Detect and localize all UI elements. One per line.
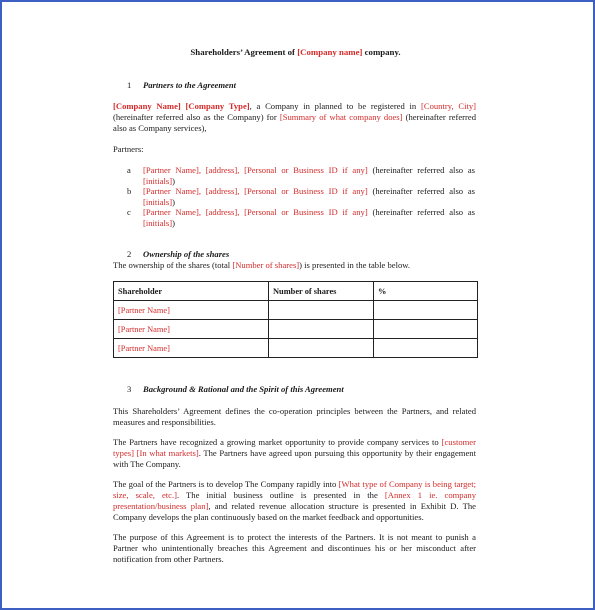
partner-text xyxy=(143,207,475,229)
placeholder-text: [Partner Name], [address], [Personal or Business ID if any] xyxy=(143,186,368,196)
table-cell-shares xyxy=(269,320,374,339)
placeholder-text: [Partner Name], [address], [Personal or Business ID if any] xyxy=(143,207,368,217)
partner-text xyxy=(143,186,475,208)
placeholder-text: [customer types] [In what markets] xyxy=(113,437,476,458)
placeholder-text: [What type of Company is being target; size, scale, etc.] xyxy=(113,479,477,500)
body-text: . The initial business outline is presented in the xyxy=(177,490,385,500)
placeholder-text: [Country, City] xyxy=(420,101,477,111)
table-row xyxy=(114,320,478,339)
placeholder-text: [Summary of what company does] xyxy=(279,112,403,122)
table-cell-percent xyxy=(374,320,478,339)
table-header-shareholder: Shareholder xyxy=(114,282,269,301)
placeholder-text: [Annex 1 ie. company presentation/business plan] xyxy=(113,490,477,511)
partners-label: Partners: xyxy=(113,144,144,154)
table-row xyxy=(114,301,478,320)
list-label: c xyxy=(127,207,131,217)
table-cell-shareholder: [Partner Name] xyxy=(114,339,269,358)
placeholder-text: [initials] xyxy=(143,197,173,207)
table-cell-percent xyxy=(374,339,478,358)
body-text: ) xyxy=(172,197,175,207)
partner-text xyxy=(143,165,475,187)
section-3-paragraph-3 xyxy=(113,479,476,523)
section-1-heading: 1 Partners to the Agreement xyxy=(127,80,237,90)
body-text: (hereinafter referred also as the Company) for xyxy=(113,112,280,122)
placeholder-text: [initials] xyxy=(143,218,173,228)
body-text: The ownership of the shares (total xyxy=(113,260,233,270)
body-text: , a Company in planned to be registered in xyxy=(249,101,421,111)
body-text: This Shareholders’ Agreement defines the co-operation principles between the Partners, and related measures and responsibilities. xyxy=(113,406,476,427)
shares-table xyxy=(113,281,478,358)
body-text: (hereinafter referred also as xyxy=(367,207,476,217)
partner-item-c xyxy=(127,207,477,229)
company-name-placeholder: [Company name] xyxy=(297,47,363,57)
placeholder-text: [Partner Name], [address], [Personal or Business ID if any] xyxy=(143,165,368,175)
body-text: (hereinafter referred also as Company services), xyxy=(113,112,477,133)
section-3-paragraph-1 xyxy=(113,406,476,428)
section-2-heading: 2 Ownership of the shares xyxy=(127,249,230,259)
list-label: b xyxy=(127,186,132,196)
section-1-intro xyxy=(113,101,476,134)
body-text: The purpose of this Agreement is to protect the interests of the Partners. It is not meant to punish a Partner who unintentionally breaches this Agreement and discontinues his or her misconduct after notification from other Partners. xyxy=(113,532,476,564)
body-text: The goal of the Partners is to develop The Company rapidly into xyxy=(113,479,339,489)
table-cell-shareholder: [Partner Name] xyxy=(114,320,269,339)
body-text: . The Partners have agreed upon pursuing this opportunity by their engagement with The Company. xyxy=(113,448,476,469)
body-text: ) xyxy=(172,218,175,228)
placeholder-text: [initials] xyxy=(143,176,173,186)
section-3-paragraph-4 xyxy=(113,532,476,565)
body-text: , and related revenue allocation structure is presented in Exhibit D. The Company develops the plan continuously based on the market feedback and opportunities. xyxy=(113,501,476,522)
partner-item-a xyxy=(127,165,477,187)
section-2-text xyxy=(113,260,476,271)
body-text: ) xyxy=(172,176,175,186)
table-header-percent: % xyxy=(374,282,478,301)
placeholder-text: [Number of shares] xyxy=(232,260,300,270)
table-cell-shareholder: [Partner Name] xyxy=(114,301,269,320)
list-label: a xyxy=(127,165,131,175)
partner-item-b xyxy=(127,186,477,208)
table-row xyxy=(114,339,478,358)
body-text: (hereinafter referred also as xyxy=(367,186,476,196)
table-cell-percent xyxy=(374,301,478,320)
document-title: Shareholders’ Agreement of [Company name] company. xyxy=(190,47,401,57)
section-3-heading: 3 Background & Rational and the Spirit of this Agreement xyxy=(127,384,344,394)
table-cell-shares xyxy=(269,301,374,320)
body-text: (hereinafter referred also as xyxy=(367,165,476,175)
table-cell-shares xyxy=(269,339,374,358)
table-header-row xyxy=(114,282,478,301)
table-header-number-of-shares: Number of shares xyxy=(269,282,374,301)
placeholder-text: [Company Name] [Company Type] xyxy=(113,101,250,111)
body-text: The Partners have recognized a growing market opportunity to provide company services to xyxy=(113,437,442,447)
section-3-paragraph-2 xyxy=(113,437,476,470)
body-text: ) is presented in the table below. xyxy=(299,260,411,270)
